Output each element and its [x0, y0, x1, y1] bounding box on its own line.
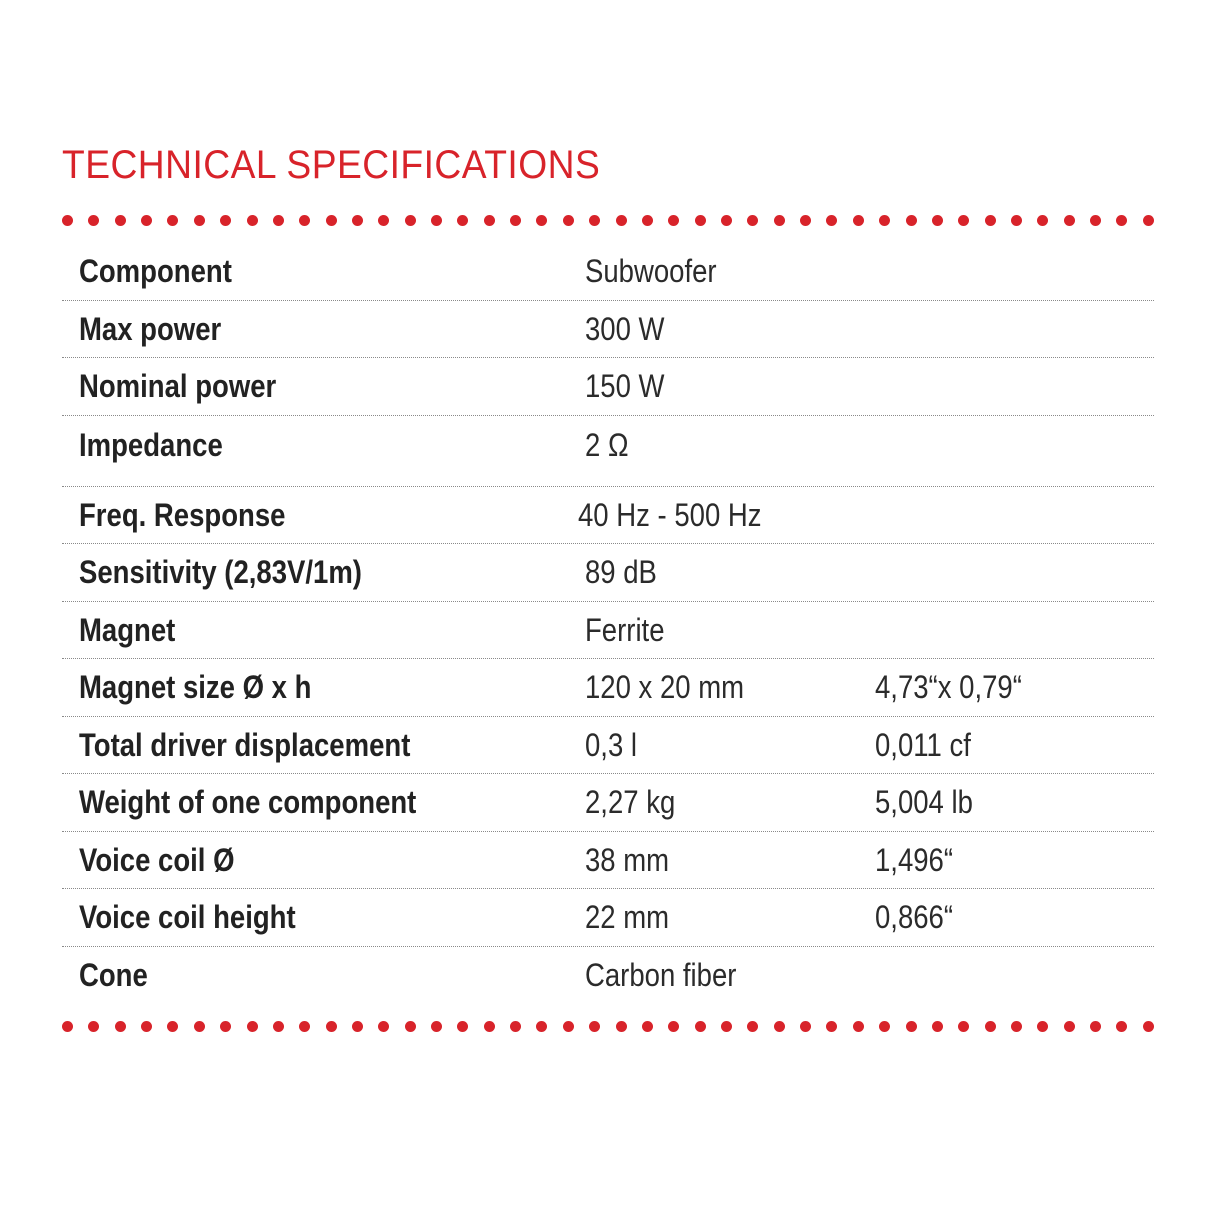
divider-dot — [853, 1021, 864, 1032]
divider-dot — [431, 215, 442, 226]
table-row — [62, 717, 1154, 775]
divider-dot — [1143, 215, 1154, 226]
divider-dot — [589, 1021, 600, 1032]
divider-dot — [695, 215, 706, 226]
divider-dot — [62, 215, 73, 226]
table-row — [62, 832, 1154, 890]
divider-dot — [167, 215, 178, 226]
divider-dot — [985, 215, 996, 226]
table-row — [62, 544, 1154, 602]
table-row — [62, 947, 1154, 1005]
spec-value: 0,3 l — [585, 726, 638, 763]
divider-dot — [194, 215, 205, 226]
divider-dot — [747, 1021, 758, 1032]
divider-dot — [1090, 215, 1101, 226]
divider-dot — [642, 1021, 653, 1032]
divider-dot — [668, 215, 679, 226]
table-row — [62, 602, 1154, 660]
spec-value: 22 mm — [585, 899, 670, 936]
divider-dot — [853, 215, 864, 226]
bottom-dotted-divider — [62, 1020, 1154, 1032]
divider-dot — [1116, 1021, 1127, 1032]
divider-dot — [1037, 1021, 1048, 1032]
spec-value: 2 Ω — [585, 426, 629, 463]
divider-dot — [352, 1021, 363, 1032]
divider-dot — [563, 1021, 574, 1032]
table-row — [62, 243, 1154, 301]
spec-label: Cone — [79, 957, 148, 994]
table-row — [62, 416, 1154, 487]
divider-dot — [299, 215, 310, 226]
divider-dot — [220, 215, 231, 226]
divider-dot — [141, 1021, 152, 1032]
divider-dot — [800, 1021, 811, 1032]
divider-dot — [1064, 215, 1075, 226]
divider-dot — [826, 215, 837, 226]
divider-dot — [484, 1021, 495, 1032]
table-row — [62, 659, 1154, 717]
divider-dot — [88, 215, 99, 226]
divider-dot — [642, 215, 653, 226]
divider-dot — [115, 1021, 126, 1032]
spec-value: 120 x 20 mm — [585, 669, 745, 706]
divider-dot — [721, 1021, 732, 1032]
divider-dot — [932, 1021, 943, 1032]
divider-dot — [378, 1021, 389, 1032]
divider-dot — [326, 215, 337, 226]
divider-dot — [1143, 1021, 1154, 1032]
divider-dot — [747, 215, 758, 226]
spec-value: 89 dB — [585, 554, 657, 591]
spec-value: Carbon fiber — [585, 957, 737, 994]
divider-dot — [906, 1021, 917, 1032]
divider-dot — [536, 215, 547, 226]
spec-imperial-value: 1,496“ — [875, 841, 954, 878]
spec-label: Nominal power — [79, 368, 277, 405]
divider-dot — [115, 215, 126, 226]
spec-label: Sensitivity (2,83V/1m) — [79, 554, 362, 591]
divider-dot — [457, 1021, 468, 1032]
spec-value: 40 Hz - 500 Hz — [578, 496, 762, 533]
divider-dot — [1037, 215, 1048, 226]
spec-imperial-value: 5,004 lb — [875, 784, 973, 821]
divider-dot — [457, 215, 468, 226]
spec-label: Voice coil height — [79, 899, 296, 936]
divider-dot — [247, 1021, 258, 1032]
divider-dot — [616, 215, 627, 226]
divider-dot — [167, 1021, 178, 1032]
spec-value: 150 W — [585, 368, 665, 405]
divider-dot — [879, 215, 890, 226]
spec-value: Ferrite — [585, 611, 665, 648]
spec-table — [62, 243, 1154, 1004]
table-row — [62, 301, 1154, 359]
divider-dot — [273, 1021, 284, 1032]
divider-dot — [273, 215, 284, 226]
page-title: TECHNICAL SPECIFICATIONS — [62, 143, 601, 187]
divider-dot — [1064, 1021, 1075, 1032]
divider-dot — [431, 1021, 442, 1032]
divider-dot — [352, 215, 363, 226]
spec-value: 38 mm — [585, 841, 670, 878]
divider-dot — [510, 1021, 521, 1032]
divider-dot — [62, 1021, 73, 1032]
divider-dot — [616, 1021, 627, 1032]
spec-label: Impedance — [79, 426, 223, 463]
divider-dot — [589, 215, 600, 226]
spec-value: 2,27 kg — [585, 784, 676, 821]
spec-label: Weight of one component — [79, 784, 417, 821]
divider-dot — [88, 1021, 99, 1032]
divider-dot — [721, 215, 732, 226]
spec-imperial-value: 4,73“x 0,79“ — [875, 669, 1022, 706]
divider-dot — [536, 1021, 547, 1032]
divider-dot — [774, 215, 785, 226]
divider-dot — [141, 215, 152, 226]
divider-dot — [879, 1021, 890, 1032]
spec-imperial-value: 0,011 cf — [875, 726, 971, 763]
divider-dot — [1116, 215, 1127, 226]
table-row — [62, 487, 1154, 545]
divider-dot — [1011, 215, 1022, 226]
divider-dot — [378, 215, 389, 226]
divider-dot — [668, 1021, 679, 1032]
divider-dot — [194, 1021, 205, 1032]
spec-label: Freq. Response — [79, 496, 286, 533]
divider-dot — [932, 215, 943, 226]
divider-dot — [826, 1021, 837, 1032]
top-dotted-divider — [62, 214, 1154, 226]
spec-value: 300 W — [585, 310, 665, 347]
divider-dot — [906, 215, 917, 226]
divider-dot — [695, 1021, 706, 1032]
spec-label: Voice coil Ø — [79, 841, 235, 878]
spec-label: Max power — [79, 310, 222, 347]
spec-imperial-value: 0,866“ — [875, 899, 954, 936]
spec-label: Total driver displacement — [79, 726, 411, 763]
divider-dot — [484, 215, 495, 226]
divider-dot — [405, 215, 416, 226]
divider-dot — [247, 215, 258, 226]
divider-dot — [563, 215, 574, 226]
divider-dot — [510, 215, 521, 226]
divider-dot — [220, 1021, 231, 1032]
table-row — [62, 358, 1154, 416]
divider-dot — [405, 1021, 416, 1032]
spec-value: Subwoofer — [585, 253, 717, 290]
spec-label: Component — [79, 253, 232, 290]
spec-label: Magnet — [79, 611, 176, 648]
divider-dot — [326, 1021, 337, 1032]
spec-label: Magnet size Ø x h — [79, 669, 312, 706]
divider-dot — [1090, 1021, 1101, 1032]
divider-dot — [800, 215, 811, 226]
divider-dot — [774, 1021, 785, 1032]
divider-dot — [958, 215, 969, 226]
table-row — [62, 889, 1154, 947]
divider-dot — [1011, 1021, 1022, 1032]
divider-dot — [299, 1021, 310, 1032]
table-row — [62, 774, 1154, 832]
divider-dot — [985, 1021, 996, 1032]
divider-dot — [958, 1021, 969, 1032]
